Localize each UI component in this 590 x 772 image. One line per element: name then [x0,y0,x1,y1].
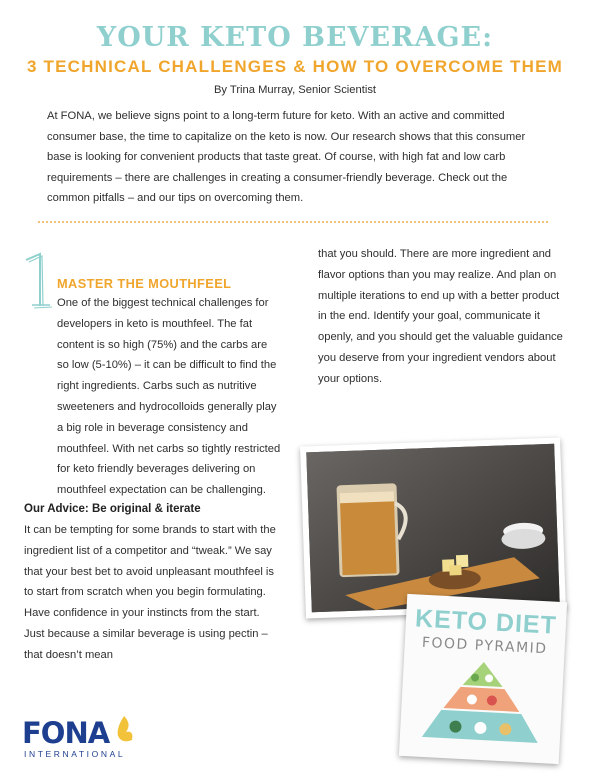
advice-heading: Our Advice: Be original & iterate [24,503,201,515]
intro-paragraph: At FONA, we believe signs point to a long-term future for keto. With an active and committed consumer base, the time to capitalize on the keto is now. Our research shows that this consumer base is looking for convenient products that taste great. Of course, with high fat and low carb requirements – there are challenges in creating a consumer-friendly beverage. Check out the common pitfalls – and our tips on overcoming them. [47,110,526,204]
pyramid-title: KETO DIET [414,604,558,640]
page-title: YOUR KETO BEVERAGE: [96,22,494,53]
beverage-photo [300,438,566,619]
logo-wordmark: FONA [22,716,110,750]
author-byline: By Trina Murray, Senior Scientist [213,84,377,96]
pyramid-graphic [399,594,567,764]
dotted-divider [38,221,548,223]
section-body [24,293,282,501]
page-subtitle: 3 TECHNICAL CHALLENGES & HOW TO OVERCOME THEM [26,57,563,76]
flame-icon [110,714,140,744]
keto-pyramid-card [399,594,567,764]
advice-body: It can be tempting for some brands to start with the ingredient list of a competitor and “tweak.” We say that your best bet to avoid unpleasant mouthfeel is to start from scratch when you begin formulating. Have confidence in your instincts from the start. Just because a similar beverage is using pectin – that doesn’t mean [24,524,276,661]
pyramid-subtitle: FOOD PYRAMID [421,634,548,658]
fona-logo [22,716,142,762]
logo-subtext: INTERNATIONAL [24,749,126,759]
advice-body-continued: that you should. There are more ingredient and flavor options than you may realize. And plan on multiple iterations to end up with a better product in the end. Identify your goal, communicate it openly, and you should get the valuable guidance you deserve from your ingredient vendors about your options. [318,248,563,385]
section-heading: MASTER THE MOUTHFEEL [57,276,232,291]
section-body-text: One of the biggest technical challenges for developers in keto is mouthfeel. The fat content is so high (75%) and the carbs are so low (5-10%) – it can be difficult to find the right ingredients. Carbs such as nutritive sweeteners and hydrocolloids generally play a big role in beverage consistency and mouthfeel. With net carbs so tightly restricted for keto friendly beverages delivering on mouthfeel expectation can be challenging. [57,297,281,497]
